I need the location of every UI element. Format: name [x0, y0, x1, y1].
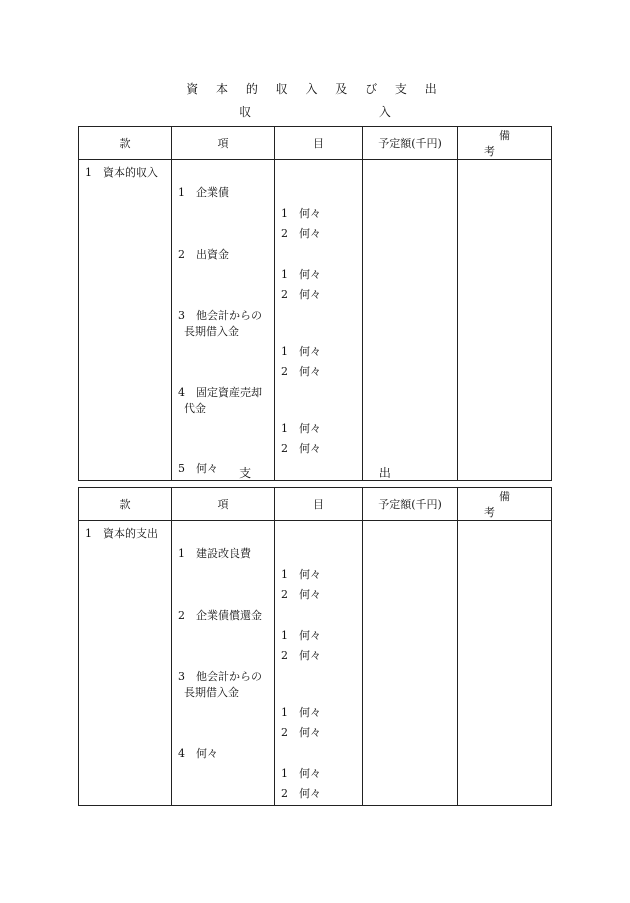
expense-moku-cell — [275, 565, 363, 585]
income-remarks-cell — [458, 245, 552, 265]
income-moku-entry — [275, 362, 362, 382]
expense-amount-cell — [363, 703, 458, 723]
income-row — [79, 419, 552, 439]
income-row — [79, 362, 552, 382]
kou-label: 他会計からの — [196, 308, 262, 322]
expense-kou-cell — [172, 646, 275, 666]
expense-moku-entry — [275, 703, 362, 723]
income-amount-cell — [363, 306, 458, 342]
income-remarks-cell — [458, 183, 552, 203]
expense-kou-cell — [172, 521, 275, 545]
income-kan-cell — [79, 183, 172, 203]
expense-moku-cell — [275, 606, 363, 626]
col-header-remarks: 備 考 — [458, 127, 552, 160]
moku-label: 何々 — [299, 705, 321, 719]
expense-kou-entry — [172, 606, 274, 626]
moku-number: 1 — [281, 567, 288, 581]
income-amount-cell — [363, 204, 458, 224]
moku-label: 何々 — [299, 227, 321, 241]
expense-row — [79, 521, 552, 545]
moku-number: 2 — [281, 588, 288, 602]
moku-number: 1 — [281, 767, 288, 781]
income-amount-cell — [363, 362, 458, 382]
expense-row — [79, 646, 552, 666]
expense-remarks-cell — [458, 606, 552, 626]
expense-kan-cell — [79, 565, 172, 585]
expense-remarks-cell — [458, 703, 552, 723]
expense-row — [79, 544, 552, 564]
income-header-row — [79, 127, 552, 160]
blank — [172, 524, 274, 544]
kou-label-wrap — [184, 667, 274, 701]
expense-kou-cell — [172, 585, 275, 605]
col-header-amount: 予定額(千円) — [363, 488, 458, 521]
col-header-kan: 款 — [79, 488, 172, 521]
expense-moku-cell — [275, 723, 363, 743]
income-moku-entry — [275, 265, 362, 285]
moku-label: 何々 — [299, 442, 321, 456]
income-kou-cell — [172, 183, 275, 203]
kan-number: 1 — [85, 166, 92, 179]
income-kan-cell — [79, 224, 172, 244]
expense-row — [79, 626, 552, 646]
moku-number: 1 — [281, 421, 288, 435]
expense-remarks-cell — [458, 565, 552, 585]
income-kou-cell — [172, 204, 275, 224]
expense-amount-cell — [363, 565, 458, 585]
expense-kan-cell — [79, 703, 172, 723]
expense-kou-entry — [172, 544, 274, 564]
moku-number: 2 — [281, 288, 288, 302]
expense-moku-cell — [275, 667, 363, 703]
expense-remarks-cell — [458, 723, 552, 743]
income-moku-cell — [275, 439, 363, 459]
income-remarks-cell — [458, 439, 552, 459]
moku-label: 何々 — [299, 365, 321, 379]
expense-kan-cell — [79, 626, 172, 646]
expense-kan-cell — [79, 764, 172, 784]
kou-label: 建設改良費 — [196, 547, 251, 561]
income-amount-cell — [363, 224, 458, 244]
moku-number: 2 — [281, 365, 288, 379]
expense-moku-cell — [275, 626, 363, 646]
expense-remarks-cell — [458, 784, 552, 805]
kou-number: 3 — [178, 669, 185, 683]
col-header-moku: 目 — [275, 488, 363, 521]
income-row — [79, 265, 552, 285]
expense-kan-cell — [79, 585, 172, 605]
income-kou-cell — [172, 265, 275, 285]
income-remarks-cell — [458, 419, 552, 439]
kou-label: 他会計からの — [196, 669, 262, 683]
expense-kan-cell — [79, 646, 172, 666]
kou-label-wrap — [184, 383, 274, 417]
income-kou-cell — [172, 419, 275, 439]
expense-moku-cell — [275, 703, 363, 723]
kou-label-line2: 代金 — [184, 401, 206, 415]
expense-remarks-cell — [458, 544, 552, 564]
kou-label: 出資金 — [196, 247, 229, 261]
kou-label: 企業債 — [196, 186, 229, 200]
expense-moku-entry — [275, 565, 362, 585]
expense-remarks-cell — [458, 744, 552, 764]
moku-label: 何々 — [299, 421, 321, 435]
expense-moku-cell — [275, 544, 363, 564]
kou-label: 何々 — [196, 746, 218, 760]
expense-kou-cell — [172, 606, 275, 626]
income-amount-cell — [363, 160, 458, 184]
expense-remarks-cell — [458, 521, 552, 545]
income-moku-cell — [275, 204, 363, 224]
income-kou-cell — [172, 245, 275, 265]
income-kou-entry — [172, 245, 274, 265]
col-header-moku: 目 — [275, 127, 363, 160]
income-kan-cell — [79, 439, 172, 459]
expense-remarks-cell — [458, 585, 552, 605]
moku-label: 何々 — [299, 344, 321, 358]
expense-kou-cell — [172, 784, 275, 805]
income-amount-cell — [363, 183, 458, 203]
expense-remarks-cell — [458, 764, 552, 784]
expense-kan-cell — [79, 744, 172, 764]
income-kan-cell — [79, 265, 172, 285]
expense-kou-cell — [172, 565, 275, 585]
income-moku-cell — [275, 362, 363, 382]
income-moku-cell — [275, 342, 363, 362]
expense-row — [79, 703, 552, 723]
expense-kan-cell — [79, 606, 172, 626]
income-kan-cell — [79, 160, 172, 184]
expense-moku-cell — [275, 521, 363, 545]
expense-kou-entry — [172, 744, 274, 764]
income-kou-entry — [172, 383, 274, 417]
expense-kou-cell — [172, 723, 275, 743]
income-table — [78, 126, 552, 481]
expense-body — [79, 521, 552, 806]
moku-number: 2 — [281, 442, 288, 456]
income-amount-cell — [363, 383, 458, 419]
expense-remarks-cell — [458, 626, 552, 646]
moku-label: 何々 — [299, 726, 321, 740]
income-kou-cell — [172, 383, 275, 419]
income-row — [79, 285, 552, 305]
expense-moku-entry — [275, 723, 362, 743]
income-moku-cell — [275, 224, 363, 244]
income-kan-entry — [79, 163, 171, 183]
income-moku-cell — [275, 419, 363, 439]
expense-header-row — [79, 488, 552, 521]
income-amount-cell — [363, 285, 458, 305]
expense-kan-entry — [79, 524, 171, 544]
income-remarks-cell — [458, 362, 552, 382]
expense-amount-cell — [363, 723, 458, 743]
moku-label: 何々 — [299, 588, 321, 602]
kou-number: 4 — [178, 385, 185, 399]
income-moku-cell — [275, 245, 363, 265]
kan-label: 資本的収入 — [103, 166, 158, 179]
expense-kan-cell — [79, 784, 172, 805]
income-amount-cell — [363, 439, 458, 459]
expense-moku-entry — [275, 626, 362, 646]
blank — [172, 163, 274, 183]
moku-number: 1 — [281, 206, 288, 220]
income-row — [79, 160, 552, 184]
kou-label: 固定資産売却 — [196, 385, 262, 399]
income-kou-cell — [172, 439, 275, 459]
col-header-kan: 款 — [79, 127, 172, 160]
income-amount-cell — [363, 419, 458, 439]
expense-kou-cell — [172, 544, 275, 564]
expense-kou-cell — [172, 626, 275, 646]
kou-number: 3 — [178, 308, 185, 322]
expense-amount-cell — [363, 764, 458, 784]
expense-row — [79, 784, 552, 805]
income-row — [79, 439, 552, 459]
kou-label: 何々 — [196, 462, 218, 476]
moku-number: 2 — [281, 649, 288, 663]
moku-number: 1 — [281, 705, 288, 719]
income-remarks-cell — [458, 285, 552, 305]
income-row — [79, 224, 552, 244]
income-kan-cell — [79, 285, 172, 305]
expense-moku-cell — [275, 744, 363, 764]
kou-label: 企業債償還金 — [196, 608, 262, 622]
income-kou-cell — [172, 160, 275, 184]
kou-label-line2: 長期借入金 — [184, 324, 239, 338]
expense-kan-cell — [79, 521, 172, 545]
moku-number: 2 — [281, 227, 288, 241]
expense-amount-cell — [363, 544, 458, 564]
income-kou-cell — [172, 306, 275, 342]
income-kou-cell — [172, 224, 275, 244]
income-moku-entry — [275, 285, 362, 305]
expense-amount-cell — [363, 521, 458, 545]
kan-number: 1 — [85, 527, 92, 540]
expense-row — [79, 585, 552, 605]
income-row — [79, 245, 552, 265]
expense-kan-cell — [79, 544, 172, 564]
income-kan-cell — [79, 342, 172, 362]
expense-moku-cell — [275, 784, 363, 805]
income-moku-cell — [275, 306, 363, 342]
expense-row — [79, 723, 552, 743]
income-moku-cell — [275, 183, 363, 203]
moku-label: 何々 — [299, 268, 321, 282]
col-header-amount: 予定額(千円) — [363, 127, 458, 160]
expense-amount-cell — [363, 585, 458, 605]
kou-label-wrap — [184, 306, 274, 340]
expense-moku-cell — [275, 646, 363, 666]
expense-amount-cell — [363, 744, 458, 764]
moku-label: 何々 — [299, 767, 321, 781]
expense-heading: 支 出 — [239, 466, 453, 480]
kou-number: 2 — [178, 608, 185, 622]
income-amount-cell — [363, 342, 458, 362]
moku-number: 1 — [281, 344, 288, 358]
moku-number: 1 — [281, 629, 288, 643]
income-moku-entry — [275, 439, 362, 459]
income-moku-entry — [275, 342, 362, 362]
expense-moku-entry — [275, 585, 362, 605]
income-kan-cell — [79, 204, 172, 224]
moku-number: 1 — [281, 268, 288, 282]
income-kan-cell — [79, 245, 172, 265]
expense-amount-cell — [363, 784, 458, 805]
income-remarks-cell — [458, 265, 552, 285]
income-kan-cell — [79, 419, 172, 439]
income-moku-entry — [275, 204, 362, 224]
income-body — [79, 160, 552, 481]
expense-amount-cell — [363, 626, 458, 646]
income-moku-cell — [275, 160, 363, 184]
expense-row — [79, 565, 552, 585]
income-kou-entry — [172, 183, 274, 203]
moku-label: 何々 — [299, 206, 321, 220]
expense-row — [79, 667, 552, 703]
income-remarks-cell — [458, 160, 552, 184]
moku-label: 何々 — [299, 288, 321, 302]
income-kou-cell — [172, 285, 275, 305]
kou-number: 4 — [178, 746, 185, 760]
kou-number: 5 — [178, 462, 185, 476]
income-moku-cell — [275, 285, 363, 305]
expense-moku-entry — [275, 764, 362, 784]
col-header-kou: 項 — [172, 127, 275, 160]
moku-number: 2 — [281, 726, 288, 740]
moku-label: 何々 — [299, 567, 321, 581]
expense-amount-cell — [363, 667, 458, 703]
expense-kan-cell — [79, 667, 172, 703]
expense-amount-cell — [363, 646, 458, 666]
income-remarks-cell — [458, 342, 552, 362]
expense-amount-cell — [363, 606, 458, 626]
moku-number: 2 — [281, 787, 288, 801]
expense-kou-cell — [172, 744, 275, 764]
expense-moku-entry — [275, 784, 362, 804]
expense-moku-cell — [275, 764, 363, 784]
income-amount-cell — [363, 245, 458, 265]
kou-number: 1 — [178, 547, 185, 561]
expense-kou-cell — [172, 764, 275, 784]
income-moku-entry — [275, 419, 362, 439]
moku-label: 何々 — [299, 787, 321, 801]
expense-table — [78, 487, 552, 806]
income-remarks-cell — [458, 306, 552, 342]
income-moku-cell — [275, 265, 363, 285]
income-amount-cell — [363, 265, 458, 285]
col-header-kou: 項 — [172, 488, 275, 521]
expense-remarks-cell — [458, 667, 552, 703]
col-header-remarks: 備 考 — [458, 488, 552, 521]
income-kou-entry — [172, 306, 274, 340]
kou-label-line2: 長期借入金 — [184, 685, 239, 699]
expense-row — [79, 606, 552, 626]
income-row — [79, 342, 552, 362]
expense-moku-cell — [275, 585, 363, 605]
kan-label: 資本的支出 — [103, 527, 158, 540]
expense-kou-cell — [172, 703, 275, 723]
income-moku-entry — [275, 224, 362, 244]
income-kan-cell — [79, 383, 172, 419]
income-row — [79, 183, 552, 203]
expense-remarks-cell — [458, 646, 552, 666]
expense-row — [79, 744, 552, 764]
income-remarks-cell — [458, 383, 552, 419]
income-moku-cell — [275, 383, 363, 419]
income-kou-cell — [172, 342, 275, 362]
income-row — [79, 383, 552, 419]
document-title: 資 本 的 収 入 及 び 支 出 — [186, 82, 444, 96]
income-row — [79, 204, 552, 224]
income-row — [79, 306, 552, 342]
income-heading: 収 入 — [239, 105, 453, 119]
income-kan-cell — [79, 362, 172, 382]
income-remarks-cell — [458, 204, 552, 224]
moku-label: 何々 — [299, 629, 321, 643]
income-kou-cell — [172, 362, 275, 382]
expense-row — [79, 764, 552, 784]
expense-kou-cell — [172, 667, 275, 703]
income-remarks-cell — [458, 224, 552, 244]
expense-kan-cell — [79, 723, 172, 743]
kou-number: 2 — [178, 247, 185, 261]
kou-number: 1 — [178, 186, 185, 200]
expense-kou-entry — [172, 667, 274, 701]
moku-label: 何々 — [299, 649, 321, 663]
expense-moku-entry — [275, 646, 362, 666]
income-kan-cell — [79, 306, 172, 342]
